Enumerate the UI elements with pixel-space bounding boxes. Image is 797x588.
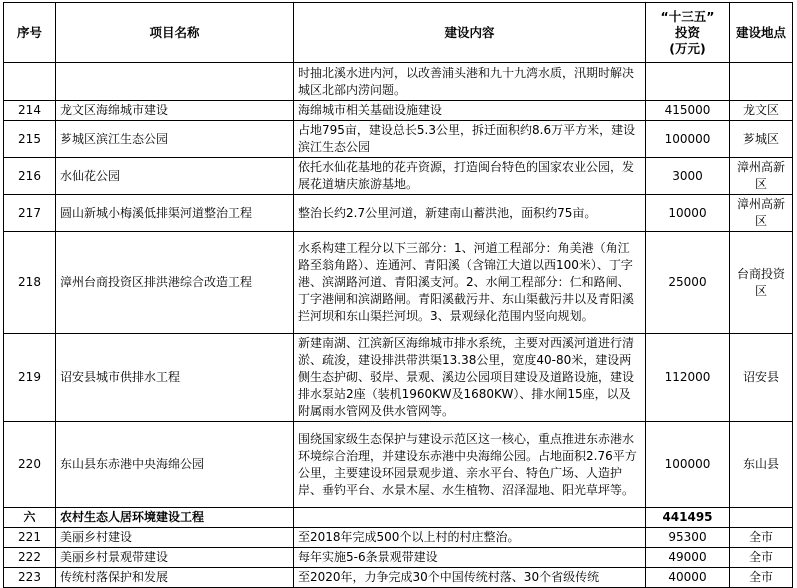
section-no: 六 [4, 508, 56, 528]
table-row [4, 232, 793, 334]
header-investment-line3: (万元) [669, 40, 706, 56]
cell-investment: 100000 [646, 121, 730, 158]
table-row [4, 548, 793, 568]
table-row [4, 568, 793, 588]
cell-content: 占地795亩，建设总长5.3公里，拆迁面积约8.6万平方米，建设滨江生态公园 [294, 121, 646, 158]
cell-name: 龙文区海绵城市建设 [56, 101, 294, 121]
cell-location: 龙文区 [730, 101, 793, 121]
cell-name: 美丽乡村建设 [56, 528, 294, 548]
cell-location: 漳州高新区 [730, 195, 793, 232]
cell-no: 221 [4, 528, 56, 548]
header-content: 建设内容 [294, 3, 646, 63]
header-name: 项目名称 [56, 3, 294, 63]
table-row [4, 422, 793, 508]
cell-content: 围绕国家级生态保护与建设示范区这一核心，重点推进东赤港水环境综合治理，并建设东赤港中央海绵公园。占地面积2.76平方公里，主要建设环园景观步道、亲水平台、特色广场、人造护岸、垂钓平台、水景木屋、水生植物、沼泽湿地、阳光草坪等。 [294, 422, 646, 508]
cell-no: 215 [4, 121, 56, 158]
cell-no: 222 [4, 548, 56, 568]
cell-location: 芗城区 [730, 121, 793, 158]
table-row [4, 158, 793, 195]
cell-no: 217 [4, 195, 56, 232]
cell-investment: 100000 [646, 422, 730, 508]
cell-content: 海绵城市相关基础设施建设 [294, 101, 646, 121]
cell-name: 水仙花公园 [56, 158, 294, 195]
project-table [3, 2, 793, 588]
cell-content: 每年实施5-6条景观带建设 [294, 548, 646, 568]
header-no: 序号 [4, 3, 56, 63]
table-row [4, 195, 793, 232]
cell-name: 圆山新城小梅溪低排渠河道整治工程 [56, 195, 294, 232]
cell-name: 东山县东赤港中央海绵公园 [56, 422, 294, 508]
cell-no: 219 [4, 334, 56, 422]
header-investment-line1: “十三五” [660, 8, 715, 24]
cell-location: 台商投资区 [730, 232, 793, 334]
cell-name: 美丽乡村景观带建设 [56, 548, 294, 568]
cell-investment: 95300 [646, 528, 730, 548]
cell-content: 依托水仙花基地的花卉资源，打造闽台特色的国家农业公园，发展花道塘庆旅游基地。 [294, 158, 646, 195]
cell-name: 漳州台商投资区排洪港综合改造工程 [56, 232, 294, 334]
cell-content: 整治长约2.7公里河道，新建南山蓄洪池，面积约75亩。 [294, 195, 646, 232]
header-row [4, 3, 793, 63]
cell-investment: 112000 [646, 334, 730, 422]
table-row [4, 528, 793, 548]
cell-location: 诏安县 [730, 334, 793, 422]
table-row [4, 101, 793, 121]
section-row [4, 508, 793, 528]
cell-location: 全市 [730, 568, 793, 588]
section-investment: 441495 [646, 508, 730, 528]
cell-no: 214 [4, 101, 56, 121]
cell-no: 223 [4, 568, 56, 588]
cell-investment: 415000 [646, 101, 730, 121]
cell-location: 全市 [730, 548, 793, 568]
section-name: 农村生态人居环境建设工程 [56, 508, 294, 528]
header-location: 建设地点 [730, 3, 793, 63]
cell-name: 芗城区滨江生态公园 [56, 121, 294, 158]
cell-investment: 3000 [646, 158, 730, 195]
table-row [4, 121, 793, 158]
cell-investment: 10000 [646, 195, 730, 232]
table-row-continuation [4, 63, 793, 101]
cell-investment: 40000 [646, 568, 730, 588]
cell-location: 东山县 [730, 422, 793, 508]
cell-name: 传统村落保护和发展 [56, 568, 294, 588]
cell-content: 至2020年，力争完成30个中国传统村落、30个省级传统 [294, 568, 646, 588]
table-row [4, 334, 793, 422]
cell-location: 全市 [730, 528, 793, 548]
cell-content: 时抽北溪水进内河，以改善浦头港和九十九湾水质，汛期时解决城区北部内涝问题。 [294, 63, 646, 101]
cell-content: 新建南湖、江滨新区海绵城市排水系统，主要对西溪河道进行清淤、疏浚，建设排洪带洪渠13.38公里，宽度40-80米，建设两侧生态护砌、驳岸、景观、溪边公园项目建设及道路设施，建设排水泵站2座（装机1960KW及1680KW）、排水闸15座，以及附属雨水管网及供水管网等。 [294, 334, 646, 422]
cell-investment: 49000 [646, 548, 730, 568]
cell-name: 诏安县城市供排水工程 [56, 334, 294, 422]
cell-no: 220 [4, 422, 56, 508]
cell-content: 至2018年完成500个以上村的村庄整治。 [294, 528, 646, 548]
cell-location: 漳州高新区 [730, 158, 793, 195]
cell-investment: 25000 [646, 232, 730, 334]
cell-no: 218 [4, 232, 56, 334]
cell-no: 216 [4, 158, 56, 195]
header-investment-line2: 投资 [674, 24, 700, 40]
header-investment [646, 3, 730, 63]
cell-content: 水系构建工程分以下三部分：1、河道工程部分：角美港（角江路至翁角路）、连通河、青阳溪（含锦江大道以西100米）、丁字港、滨湖路河道、青阳溪支河。2、水闸工程部分：仁和路闸、丁字港闸和滨湖路闸。青阳溪截污井、东山渠截污井以及青阳溪拦河坝和东山渠拦河坝。3、景观绿化范围内竖向规划。 [294, 232, 646, 334]
